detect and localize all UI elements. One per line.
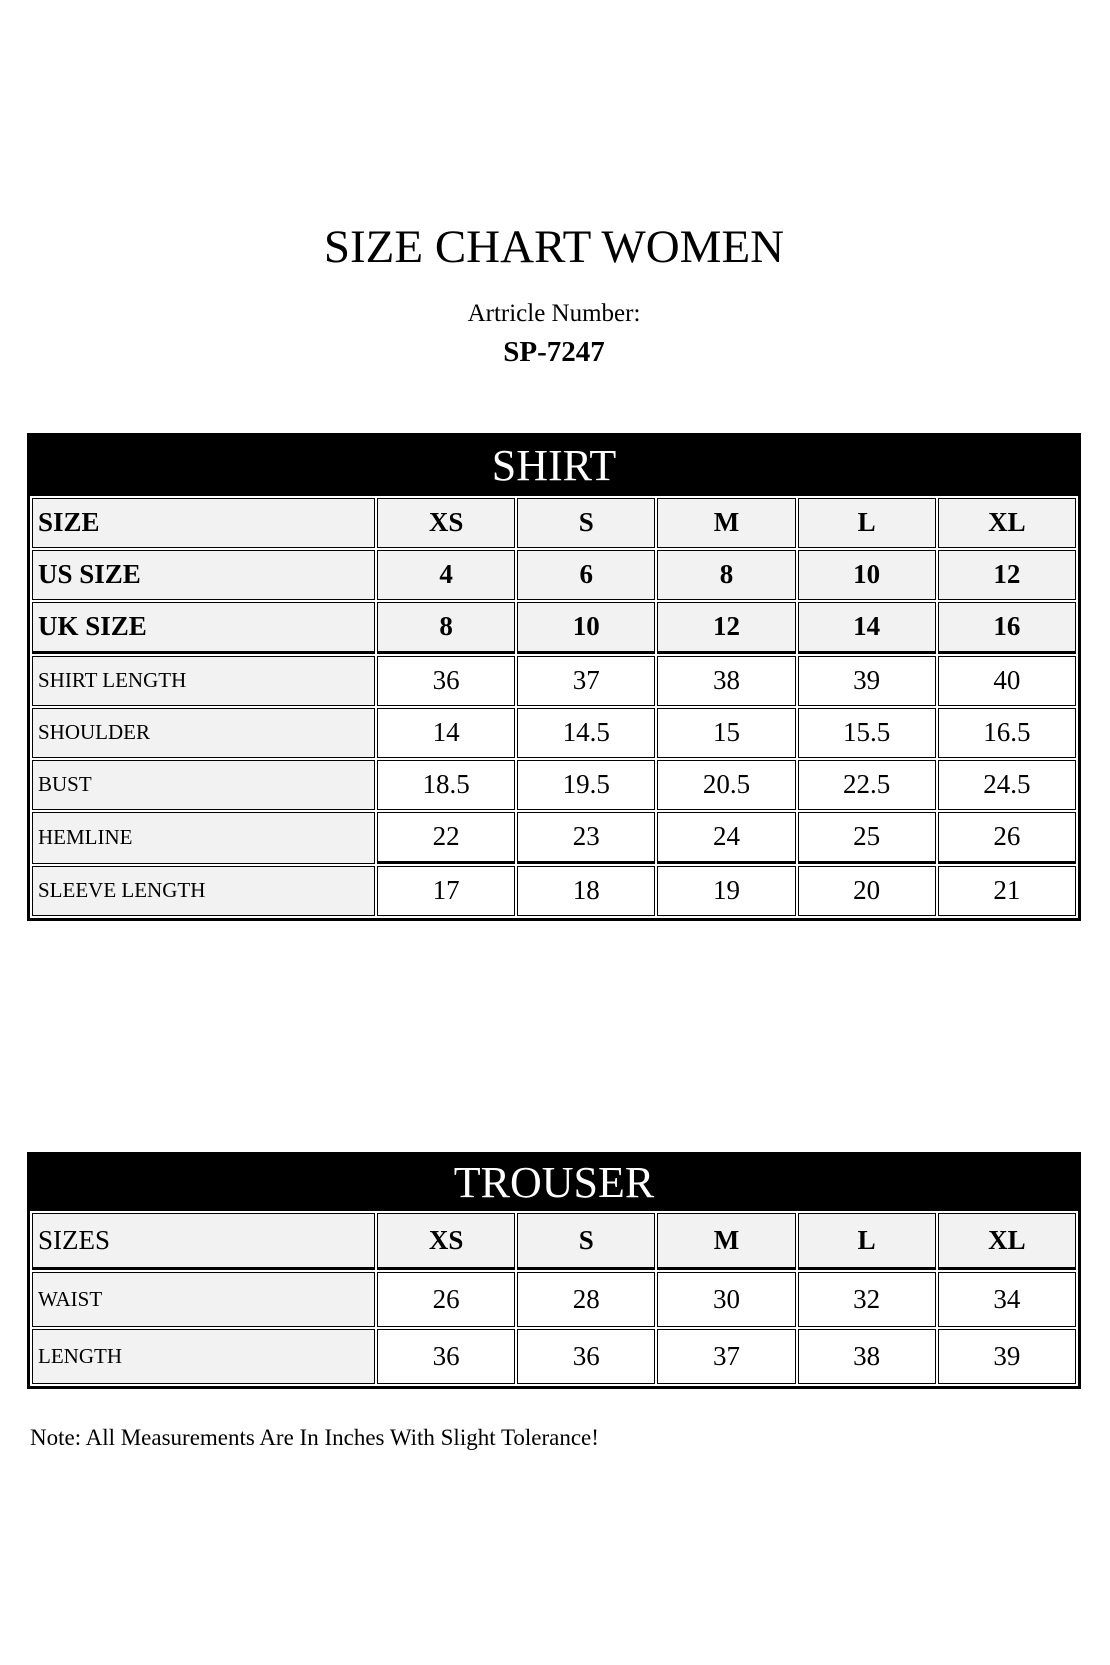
value-cell: 26 xyxy=(938,812,1076,864)
value-cell: M xyxy=(657,498,795,548)
value-cell: 20 xyxy=(798,866,936,916)
value-cell: 10 xyxy=(798,550,936,600)
table-row xyxy=(32,1329,1076,1384)
value-cell: XS xyxy=(377,1213,515,1270)
value-cell: 28 xyxy=(517,1272,655,1327)
row-label-cell: SIZES xyxy=(32,1213,375,1270)
value-cell: 10 xyxy=(517,602,655,654)
value-cell: 14 xyxy=(798,602,936,654)
value-cell: 8 xyxy=(377,602,515,654)
measurement-note: Note: All Measurements Are In Inches With Slight Tolerance! xyxy=(30,1424,599,1450)
value-cell: 39 xyxy=(938,1329,1076,1384)
value-cell: 36 xyxy=(517,1329,655,1384)
value-cell: XL xyxy=(938,1213,1076,1270)
table-row xyxy=(32,498,1076,548)
trouser-size-table xyxy=(27,1152,1081,1389)
value-cell: L xyxy=(798,498,936,548)
trouser-table-title: TROUSER xyxy=(30,1155,1078,1211)
row-label-cell: SHIRT LENGTH xyxy=(32,656,375,706)
value-cell: 30 xyxy=(657,1272,795,1327)
value-cell: 20.5 xyxy=(657,760,795,810)
value-cell: 6 xyxy=(517,550,655,600)
value-cell: 25 xyxy=(798,812,936,864)
table-row xyxy=(32,602,1076,654)
value-cell: 36 xyxy=(377,1329,515,1384)
value-cell: 14.5 xyxy=(517,708,655,758)
value-cell: 24 xyxy=(657,812,795,864)
article-number-label: Artricle Number: xyxy=(467,299,641,327)
page-title: SIZE CHART WOMEN xyxy=(323,221,785,273)
value-cell: 36 xyxy=(377,656,515,706)
value-cell: M xyxy=(657,1213,795,1270)
value-cell: L xyxy=(798,1213,936,1270)
value-cell: 26 xyxy=(377,1272,515,1327)
value-cell: 8 xyxy=(657,550,795,600)
shirt-table-title: SHIRT xyxy=(30,436,1078,496)
value-cell: 38 xyxy=(798,1329,936,1384)
value-cell: 40 xyxy=(938,656,1076,706)
table-row xyxy=(32,550,1076,600)
row-label-cell: US SIZE xyxy=(32,550,375,600)
table-row xyxy=(32,760,1076,810)
value-cell: S xyxy=(517,1213,655,1270)
value-cell: 22.5 xyxy=(798,760,936,810)
value-cell: 18 xyxy=(517,866,655,916)
value-cell: 24.5 xyxy=(938,760,1076,810)
value-cell: 4 xyxy=(377,550,515,600)
row-label-cell: SLEEVE LENGTH xyxy=(32,866,375,916)
value-cell: 34 xyxy=(938,1272,1076,1327)
value-cell: 22 xyxy=(377,812,515,864)
value-cell: 15 xyxy=(657,708,795,758)
row-label-cell: SIZE xyxy=(32,498,375,548)
trouser-measurements-table xyxy=(30,1211,1078,1386)
value-cell: XL xyxy=(938,498,1076,548)
value-cell: 14 xyxy=(377,708,515,758)
article-number-value: SP-7247 xyxy=(503,335,605,368)
value-cell: 16 xyxy=(938,602,1076,654)
table-row xyxy=(32,656,1076,706)
row-label-cell: WAIST xyxy=(32,1272,375,1327)
value-cell: S xyxy=(517,498,655,548)
shirt-size-table xyxy=(27,433,1081,921)
value-cell: 39 xyxy=(798,656,936,706)
value-cell: 37 xyxy=(517,656,655,706)
row-label-cell: UK SIZE xyxy=(32,602,375,654)
value-cell: 16.5 xyxy=(938,708,1076,758)
row-label-cell: LENGTH xyxy=(32,1329,375,1384)
row-label-cell: BUST xyxy=(32,760,375,810)
value-cell: 18.5 xyxy=(377,760,515,810)
value-cell: 38 xyxy=(657,656,795,706)
table-row xyxy=(32,812,1076,864)
shirt-measurements-table xyxy=(30,496,1078,918)
value-cell: 15.5 xyxy=(798,708,936,758)
value-cell: 19 xyxy=(657,866,795,916)
value-cell: 12 xyxy=(938,550,1076,600)
row-label-cell: SHOULDER xyxy=(32,708,375,758)
table-row xyxy=(32,866,1076,916)
value-cell: 12 xyxy=(657,602,795,654)
value-cell: XS xyxy=(377,498,515,548)
value-cell: 23 xyxy=(517,812,655,864)
table-row xyxy=(32,708,1076,758)
value-cell: 17 xyxy=(377,866,515,916)
page-header xyxy=(27,0,1081,369)
value-cell: 32 xyxy=(798,1272,936,1327)
table-row xyxy=(32,1272,1076,1327)
row-label-cell: HEMLINE xyxy=(32,812,375,864)
table-row xyxy=(32,1213,1076,1270)
value-cell: 37 xyxy=(657,1329,795,1384)
value-cell: 19.5 xyxy=(517,760,655,810)
value-cell: 21 xyxy=(938,866,1076,916)
